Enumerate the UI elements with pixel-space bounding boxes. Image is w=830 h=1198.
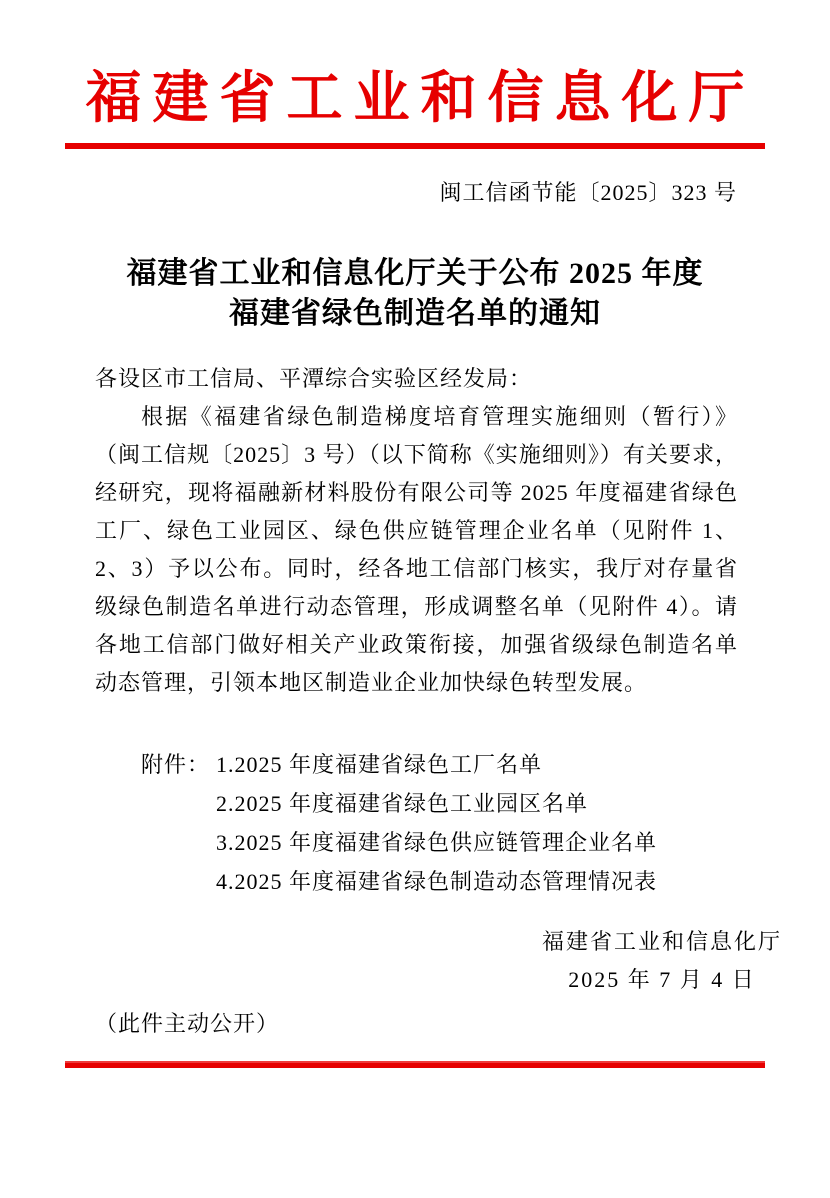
attachments-label: 附件：: [141, 752, 211, 777]
footer-double-rule: [65, 1061, 765, 1068]
attachment-item-1: 1.2025 年度福建省绿色工厂名单: [216, 752, 543, 777]
letterhead-double-rule: [65, 143, 765, 149]
official-document-page: [0, 62, 830, 1198]
notice-title-line-2: 福建省绿色制造名单的通知: [229, 297, 601, 330]
attachment-item-2: 2.2025 年度福建省绿色工业园区名单: [216, 791, 589, 816]
main-paragraph: 根据《福建省绿色制造梯度培育管理实施细则（暂行）》（闽工信规〔2025〕3 号）（以下简称《实施细则》）有关要求，经研究，现将福融新材料股份有限公司等 2025 年度福建省绿色工厂、绿色工业园区、绿色供应链管理企业名单（见附件 1、2、3）予以公布。同时，经各地工信部门核实，我厅对存量省级绿色制造名单进行动态管理，形成调整名单（见附件 4）。请各地工信部门做好相关产业政策衔接，加强省级绿色制造名单动态管理，引领本地区制造业企业加快绿色转型发展。: [95, 404, 738, 695]
salutation-line: 各设区市工信局、平潭综合实验区经发局：: [95, 366, 533, 391]
signing-date: 2025 年 7 月 4 日: [568, 967, 756, 992]
letterhead-agency-title: 福建省工业和信息化厅: [85, 68, 756, 130]
attachments-block: [141, 745, 738, 901]
notice-body: [95, 360, 738, 702]
attachment-item-3: 3.2025 年度福建省绿色供应链管理企业名单: [216, 830, 658, 855]
signature-inner: [542, 923, 782, 999]
attachment-item-4: 4.2025 年度福建省绿色制造动态管理情况表: [216, 869, 658, 894]
signing-agency-name: 福建省工业和信息化厅: [541, 929, 782, 954]
document-reference-number: 闽工信函节能〔2025〕323 号: [439, 180, 737, 205]
signature-block: [0, 923, 782, 999]
notice-title-line-1: 福建省工业和信息化厅关于公布 2025 年度: [126, 257, 704, 290]
attachments-list: [216, 745, 657, 901]
public-disclosure-note: （此件主动公开）: [95, 1011, 280, 1036]
notice-title: [0, 254, 830, 334]
